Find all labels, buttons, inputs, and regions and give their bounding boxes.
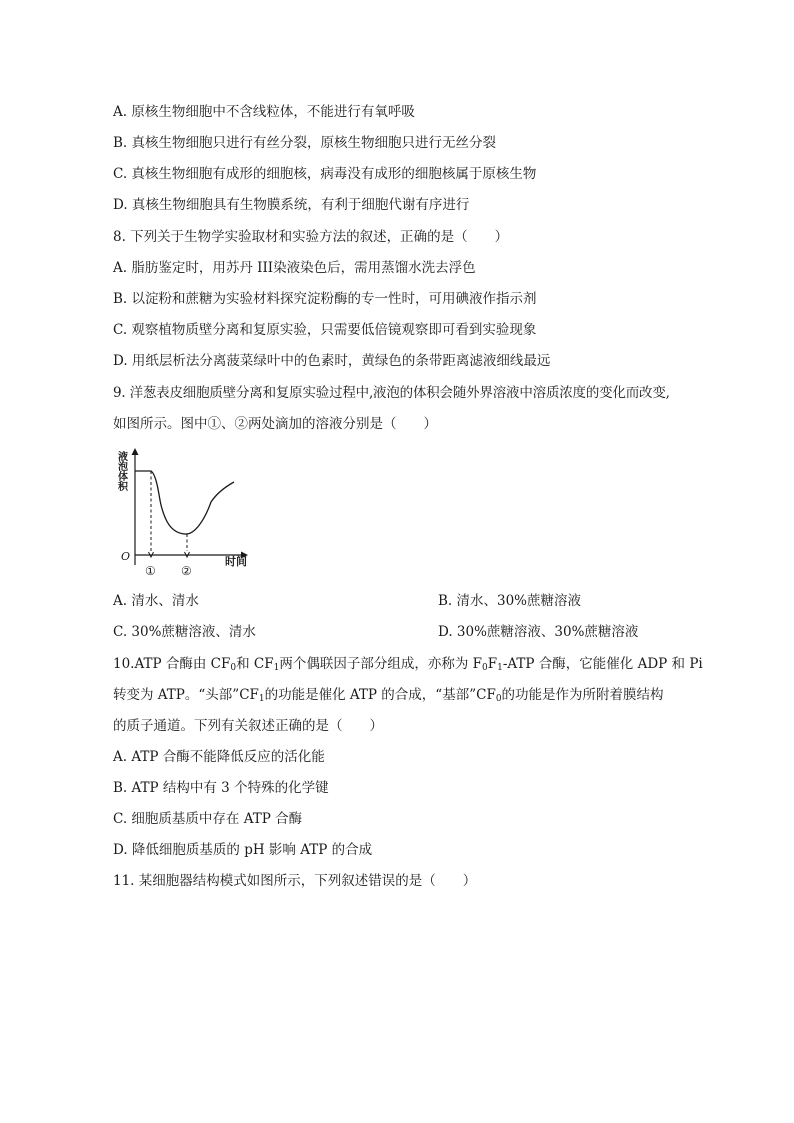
q9-option-d: D. 30%蔗糖溶液、30%蔗糖溶液 — [438, 624, 639, 640]
q8-stem: 8. 下列关于生物学实验取材和实验方法的叙述，正确的是（ ） — [113, 229, 509, 245]
q9-stem-line2: 如图所示。图中①、②两处滴加的溶液分别是（ ） — [113, 416, 437, 432]
q7-option-b: B. 真核生物细胞只进行有丝分裂，原核生物细胞只进行无丝分裂 — [113, 135, 497, 151]
q11-stem: 11. 某细胞器结构模式如图所示，下列叙述错误的是（ ） — [113, 873, 477, 889]
q10-stem-line2: 转变为 ATP。“头部$”CF_1$的功能是催化 ATP 的合成，“基部$”CF_0$的功能是作为所附着膜结构 — [113, 687, 664, 704]
q7-option-a: A. 原核生物细胞中不含线粒体，不能进行有氧呼吸 — [113, 104, 415, 120]
q8-option-a: A. 脂肪鉴定时，用苏丹 III染液染色后，需用蒸馏水洗去浮色 — [113, 260, 476, 276]
graph-mark1: ① — [145, 564, 156, 578]
volume-curve — [135, 471, 234, 534]
q7-option-d: D. 真核生物细胞具有生物膜系统，有利于细胞代谢有序进行 — [113, 197, 470, 213]
q7-option-c: C. 真核生物细胞有成形的细胞核，病毒没有成形的细胞核属于原核生物 — [113, 166, 537, 182]
q10-option-a: A. ATP 合酶不能降低反应的活化能 — [113, 749, 325, 765]
graph-ylabel: 液泡体积 — [115, 451, 127, 491]
q9-stem-line1: 9. 洋葱表皮细胞质壁分离和复原实验过程中,液泡的体积会随外界溶液中溶质浓度的变化而改变, — [113, 385, 670, 401]
q10-stem-line1: 10.ATP 合酶由 $CF_0$和 $CF_1$两个偶联因子部分组成，亦称为 $F_0F_1$-ATP 合酶，它能催化 ADP 和 Pi — [113, 656, 703, 673]
graph-mark2: ② — [181, 564, 192, 578]
graph-xlabel: 时间 — [225, 555, 247, 568]
q8-option-d: D. 用纸层析法分离菠菜绿叶中的色素时，黄绿色的条带距离滤液细线最远 — [113, 353, 551, 369]
q8-option-c: C. 观察植物质壁分离和复原实验，只需要低倍镜观察即可看到实验现象 — [113, 322, 537, 338]
y-axis-arrow — [132, 448, 139, 455]
vacuole-volume-graph — [113, 447, 255, 579]
graph-origin: O — [121, 550, 131, 563]
q10-stem-line3: 的质子通道。下列有关叙述正确的是（ ） — [113, 718, 383, 734]
q8-option-b: B. 以淀粉和蔗糖为实验材料探究淀粉酶的专一性时，可用碘液作指示剂 — [113, 291, 537, 307]
q10-option-c: C. 细胞质基质中存在 ATP 合酶 — [113, 811, 303, 827]
q9-option-c: C. 30%蔗糖溶液、清水 — [113, 624, 256, 640]
q9-option-b: B. 清水、30%蔗糖溶液 — [438, 593, 582, 609]
q10-option-d: D. 降低细胞质基质的 pH 影响 ATP 的合成 — [113, 842, 373, 858]
q10-option-b: B. ATP 结构中有 3 个特殊的化学键 — [113, 780, 329, 796]
q9-option-a: A. 清水、清水 — [113, 593, 199, 609]
